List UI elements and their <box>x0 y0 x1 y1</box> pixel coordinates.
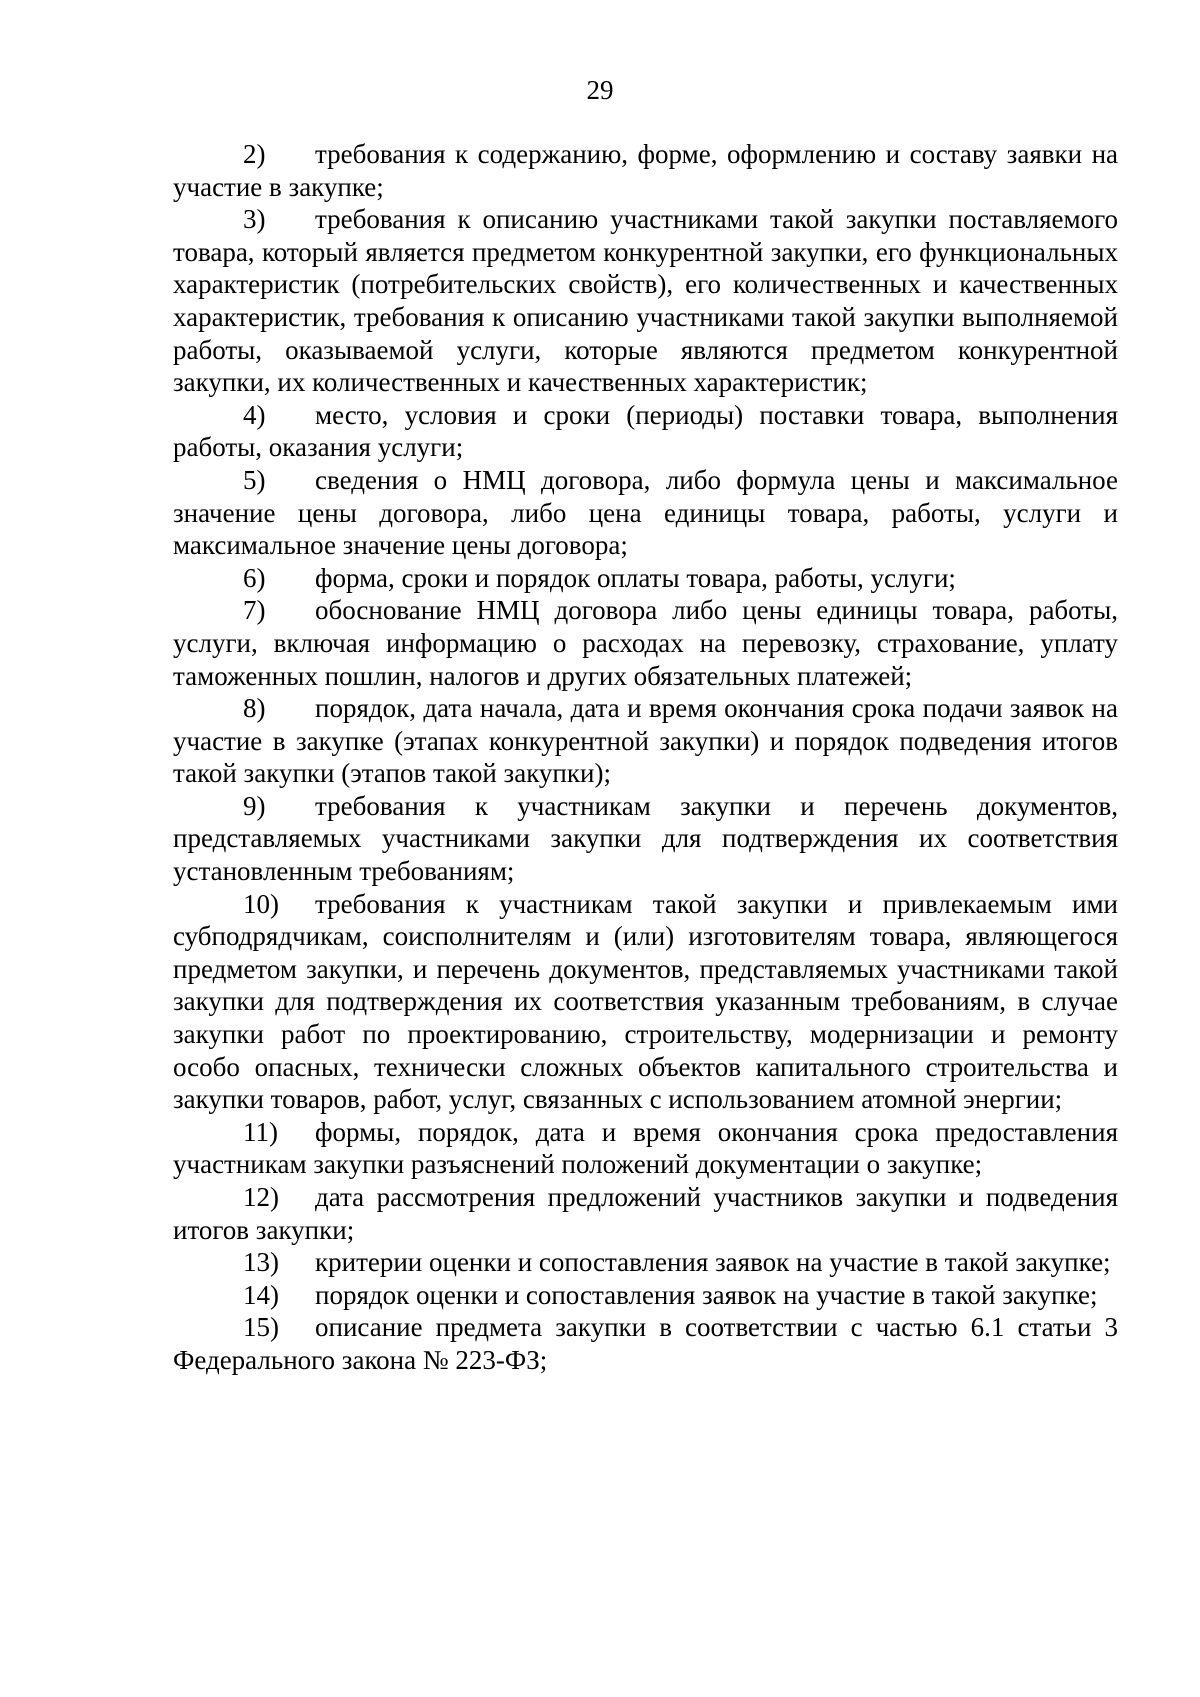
item-number: 10) <box>243 888 279 919</box>
item-number: 15) <box>243 1312 279 1343</box>
list-item <box>173 790 1118 888</box>
item-text: требования к участникам такой закупки и привлекаемым ими субподрядчикам, соисполнителям и (или) изготовителям товара, являющегося предметом закупки, и перечень документов, представляемых участниками такой закупки для подтверждения их соответствия указанным требованиям, в случае закупки работ по проектированию, строительству, модернизации и ремонту особо опасных, технически сложных объектов капитального строительства и закупки товаров, работ, услуг, связанных с использованием атомной энергии; <box>173 888 1118 1115</box>
list-item <box>173 399 1118 464</box>
item-text: требования к содержанию, форме, оформлению и составу заявки на участие в закупке; <box>173 139 1118 202</box>
list-item <box>173 203 1118 399</box>
item-number: 2) <box>243 139 266 169</box>
list-item <box>173 562 1118 595</box>
item-number: 12) <box>243 1182 279 1212</box>
item-text: форма, сроки и порядок оплаты товара, работы, услуги; <box>315 562 956 593</box>
list-item <box>173 594 1118 692</box>
requirements-list <box>173 138 1118 1377</box>
item-text: описание предмета закупки в соответствии с частью 6.1 статьи 3 Федерального закона № 223-ФЗ; <box>173 1312 1118 1375</box>
item-number: 3) <box>243 204 266 235</box>
list-item <box>173 1246 1118 1279</box>
item-text: порядок, дата начала, дата и время окончания срока подачи заявок на участие в закупке (этапах конкурентной закупки) и порядок подведения итогов такой закупки (этапов такой закупки); <box>173 693 1118 789</box>
list-item <box>173 1181 1118 1246</box>
item-text: критерии оценки и сопоставления заявок на участие в такой закупке; <box>315 1247 1111 1278</box>
item-text: дата рассмотрения предложений участников закупки и подведения итогов закупки; <box>173 1182 1118 1245</box>
list-item <box>173 1116 1118 1181</box>
item-number: 11) <box>243 1116 278 1147</box>
item-number: 14) <box>243 1279 279 1310</box>
item-text: порядок оценки и сопоставления заявок на участие в такой закупке; <box>315 1279 1098 1310</box>
item-text: обоснование НМЦ договора либо цены единицы товара, работы, услуги, включая информацию о расходах на перевозку, страхование, уплату таможенных пошлин, налогов и других обязательных платежей; <box>173 595 1118 691</box>
item-number: 7) <box>243 595 266 626</box>
item-number: 6) <box>243 562 266 593</box>
list-item <box>173 888 1118 1116</box>
item-text: формы, порядок, дата и время окончания срока предоставления участникам закупки разъяснений положений документации о закупке; <box>173 1116 1118 1180</box>
list-item <box>173 1311 1118 1376</box>
list-item <box>173 464 1118 562</box>
item-number: 4) <box>243 399 266 430</box>
item-number: 8) <box>243 693 266 724</box>
list-item <box>173 138 1118 203</box>
item-number: 13) <box>243 1247 279 1278</box>
item-text: требования к участникам закупки и перечень документов, представляемых участниками закупки для подтверждения их соответствия установленным требованиям; <box>173 790 1118 887</box>
item-text: место, условия и сроки (периоды) поставки товара, выполнения работы, оказания услуги; <box>173 399 1118 463</box>
item-text: сведения о НМЦ договора, либо формула цены и максимальное значение цены договора, либо цена единицы товара, работы, услуги и максимальное значение цены договора; <box>173 464 1118 561</box>
item-number: 9) <box>243 790 266 821</box>
item-number: 5) <box>243 464 266 495</box>
page-number: 29 <box>586 75 614 105</box>
item-text: требования к описанию участниками такой закупки поставляемого товара, который является предметом конкурентной закупки, его функциональных характеристик (потребительских свойств), его количественных и качественных характеристик, требования к описанию участниками такой закупки выполняемой работы, оказываемой услуги, которые являются предметом конкурентной закупки, их количественных и качественных характеристик; <box>173 204 1118 398</box>
list-item <box>173 1279 1118 1312</box>
list-item <box>173 692 1118 790</box>
